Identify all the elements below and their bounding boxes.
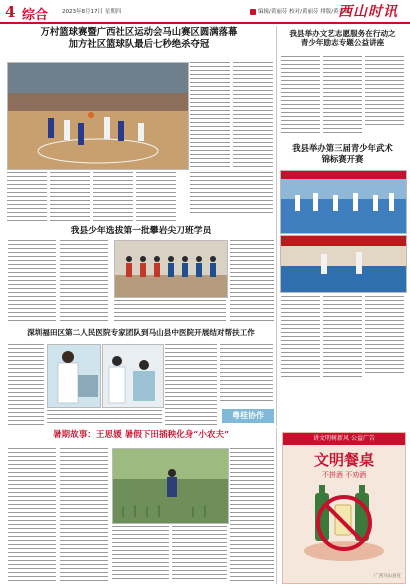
article-1-text-col5	[93, 172, 133, 224]
article-1-text-col2	[233, 62, 273, 168]
martial-arts-photo-2-art	[281, 236, 406, 292]
martial-arts-photo-1-art	[281, 171, 406, 233]
martial-arts-photo-2	[280, 235, 407, 293]
issue-date: 2023年8月17日 星期四	[62, 9, 122, 15]
article-1-text-col4	[50, 172, 90, 224]
no-drinking-icon	[301, 485, 387, 569]
article-4-text-col4	[230, 240, 274, 322]
article-2-title-line2: 青少年励志专题公益讲座	[300, 38, 385, 48]
article-1-text-col7	[190, 172, 273, 216]
regional-cooperation-tag: 粤桂协作	[222, 409, 274, 423]
article-1-text-col6	[136, 172, 176, 224]
article-4-text-col3	[114, 300, 226, 322]
article-5-text-col2	[165, 344, 217, 426]
doctors-photo-1	[47, 344, 101, 408]
article-5-text-col3	[220, 344, 273, 404]
climbing-team-photo	[114, 240, 228, 298]
column-divider	[276, 26, 277, 426]
article-6-text-col4	[172, 526, 227, 582]
section-name: 综合	[22, 8, 49, 23]
article-3-text-col1	[281, 296, 320, 380]
article-3-title-line1: 我县举办第三届青少年武术	[292, 143, 393, 153]
ad-slogan: 不拼酒 不劝酒	[321, 471, 367, 479]
article-1-title-line2: 加方社区篮球队最后七秒绝杀夺冠	[68, 38, 210, 50]
newspaper-masthead: 西山时讯	[338, 4, 398, 20]
article-3-title	[280, 143, 405, 164]
ad-headline: 文明餐桌	[313, 451, 374, 469]
article-6-text-col5	[230, 448, 274, 582]
climbing-photo-art	[115, 241, 227, 297]
editor-text: 编辑/黄丽芬 校对/黄丽芬 排版/黄金媚	[258, 9, 350, 15]
article-5-text-col1	[8, 344, 44, 426]
basketball-photo-art	[8, 63, 188, 169]
public-service-ad	[282, 432, 406, 584]
article-3-text-col2	[323, 296, 362, 380]
article-6-text-col1	[8, 448, 56, 582]
article-1-text-col3	[7, 172, 47, 224]
ad-footer: 广西马山县宣	[374, 574, 401, 579]
basketball-game-photo	[7, 62, 189, 170]
article-5-title: 深圳福田区第二人民医院专家团队到马山县中医院开展结对帮扶工作	[27, 328, 255, 337]
article-3-title-line2: 锦标赛开赛	[321, 153, 364, 164]
article-2-title	[280, 29, 405, 48]
article-1-title	[6, 27, 272, 51]
article-4-text-col1	[8, 240, 56, 322]
article-1-title-line1: 万村篮球赛暨广西社区运动会马山赛区圆满落幕	[40, 27, 238, 38]
doctors-photo-1-art	[48, 345, 100, 407]
article-3-text-col3	[365, 296, 404, 376]
page-number: 4	[5, 3, 16, 21]
article-2-text-col3	[365, 56, 404, 128]
article-5-text-col4	[47, 410, 162, 426]
article-6-text-col3	[112, 526, 169, 582]
editor-icon	[250, 9, 256, 15]
rice-photo-art	[113, 449, 228, 523]
article-2-title-line1: 我县举办文艺志愿服务在行动之	[289, 29, 396, 38]
article-4-text-col2	[60, 240, 108, 322]
article-4-title: 我县少年选拔第一批攀岩尖刀班学员	[70, 226, 212, 236]
doctors-photo-2	[102, 344, 164, 408]
article-2-text-col2	[323, 56, 362, 136]
ad-header: 讲文明树新风 公益广告	[283, 433, 405, 445]
editor-credits	[250, 7, 350, 15]
article-6-title: 暑期故事：王思媛 暑假下田插秧化身“小农夫”	[52, 430, 230, 440]
column-divider-2	[276, 428, 277, 584]
rice-planting-photo	[112, 448, 229, 524]
article-6-text-col2	[60, 448, 108, 582]
article-2-text-col1	[281, 56, 320, 136]
martial-arts-photo-1	[280, 170, 407, 234]
doctors-photo-2-art	[103, 345, 163, 407]
article-1-text-col1	[190, 62, 230, 168]
